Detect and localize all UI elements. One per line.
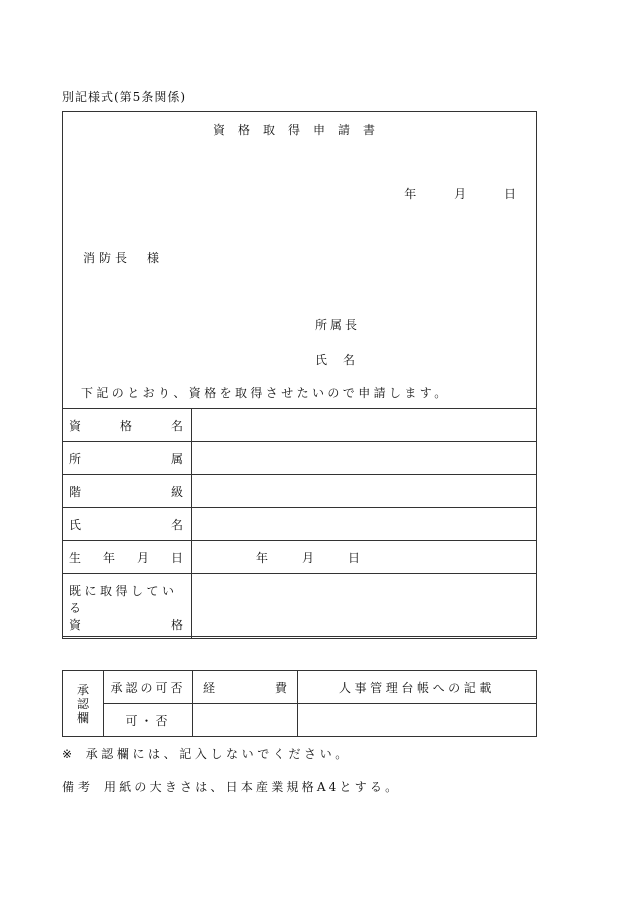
- ledger-field[interactable]: [298, 704, 537, 737]
- field-rank[interactable]: [192, 475, 537, 508]
- char: 経: [203, 680, 216, 695]
- label-affiliation: [63, 442, 192, 475]
- cost-field[interactable]: [193, 704, 298, 737]
- application-box: [62, 111, 537, 637]
- approval-column-label: [63, 671, 104, 737]
- application-date: [404, 185, 516, 202]
- char: 生: [69, 550, 82, 565]
- char: 資: [69, 418, 82, 433]
- note-remark: [62, 778, 400, 795]
- row-birth-date: [63, 541, 537, 574]
- label-name: [63, 508, 192, 541]
- existing-line1: 既に取得している: [69, 584, 178, 615]
- affiliation-head-label: 所属長: [315, 318, 361, 332]
- approval-status-label: 承認の可否: [104, 671, 193, 704]
- char: 年: [102, 550, 115, 565]
- field-existing-qualification[interactable]: [192, 574, 537, 639]
- row-existing-qualification: [63, 574, 537, 639]
- request-text: 下記のとおり、資格を取得させたいので申請します。: [81, 386, 450, 400]
- approval-column-text: 承認欄: [76, 682, 89, 725]
- char: 費: [274, 680, 287, 695]
- note-approval-text: 承認欄には、記入しないでください。: [85, 747, 351, 761]
- char: 名: [170, 517, 183, 532]
- date-year: 年: [404, 187, 417, 201]
- ledger-label: 人事管理台帳への記載: [298, 671, 537, 704]
- char: 所: [69, 451, 82, 466]
- addressee: 消防長 様: [83, 251, 164, 265]
- field-name[interactable]: [192, 508, 537, 541]
- approval-table: [62, 670, 537, 737]
- field-affiliation[interactable]: [192, 442, 537, 475]
- remark-text: 用紙の大きさは、日本産業規格A4とする。: [104, 780, 401, 794]
- date-day: 日: [503, 187, 516, 201]
- birth-year: 年: [256, 550, 269, 565]
- application-title: 資格取得申請書: [212, 123, 388, 137]
- char: 属: [170, 451, 183, 466]
- remark-head: 備考: [62, 780, 95, 794]
- label-birth-date: [63, 541, 192, 574]
- char: 格: [170, 618, 183, 632]
- label-rank: [63, 475, 192, 508]
- cost-label: [193, 671, 298, 704]
- char: 級: [170, 484, 183, 499]
- field-birth-date[interactable]: [192, 541, 537, 574]
- note-approval: [62, 745, 351, 762]
- applicant-name-label: [315, 351, 355, 368]
- char: 階: [69, 484, 82, 499]
- row-qualification-name: [63, 409, 537, 442]
- approval-status-value[interactable]: 可・否: [104, 704, 193, 737]
- row-name: [63, 508, 537, 541]
- birth-month: 月: [302, 550, 315, 565]
- label-existing-qualification: [63, 574, 192, 639]
- char: 名: [170, 418, 183, 433]
- name-label-b: 名: [343, 353, 356, 367]
- field-qualification-name[interactable]: [192, 409, 537, 442]
- char: 氏: [69, 517, 82, 532]
- date-month: 月: [454, 187, 467, 201]
- row-affiliation: [63, 442, 537, 475]
- row-rank: [63, 475, 537, 508]
- form-title: 別記様式(第5条関係): [62, 90, 186, 104]
- birth-day: 日: [348, 550, 361, 565]
- note-mark: ※: [62, 747, 76, 761]
- details-table: [62, 408, 537, 639]
- char: 月: [136, 550, 149, 565]
- char: 日: [170, 550, 183, 565]
- name-label-a: 氏: [315, 353, 328, 367]
- char: 格: [119, 418, 132, 433]
- label-qualification-name: [63, 409, 192, 442]
- char: 資: [69, 618, 82, 632]
